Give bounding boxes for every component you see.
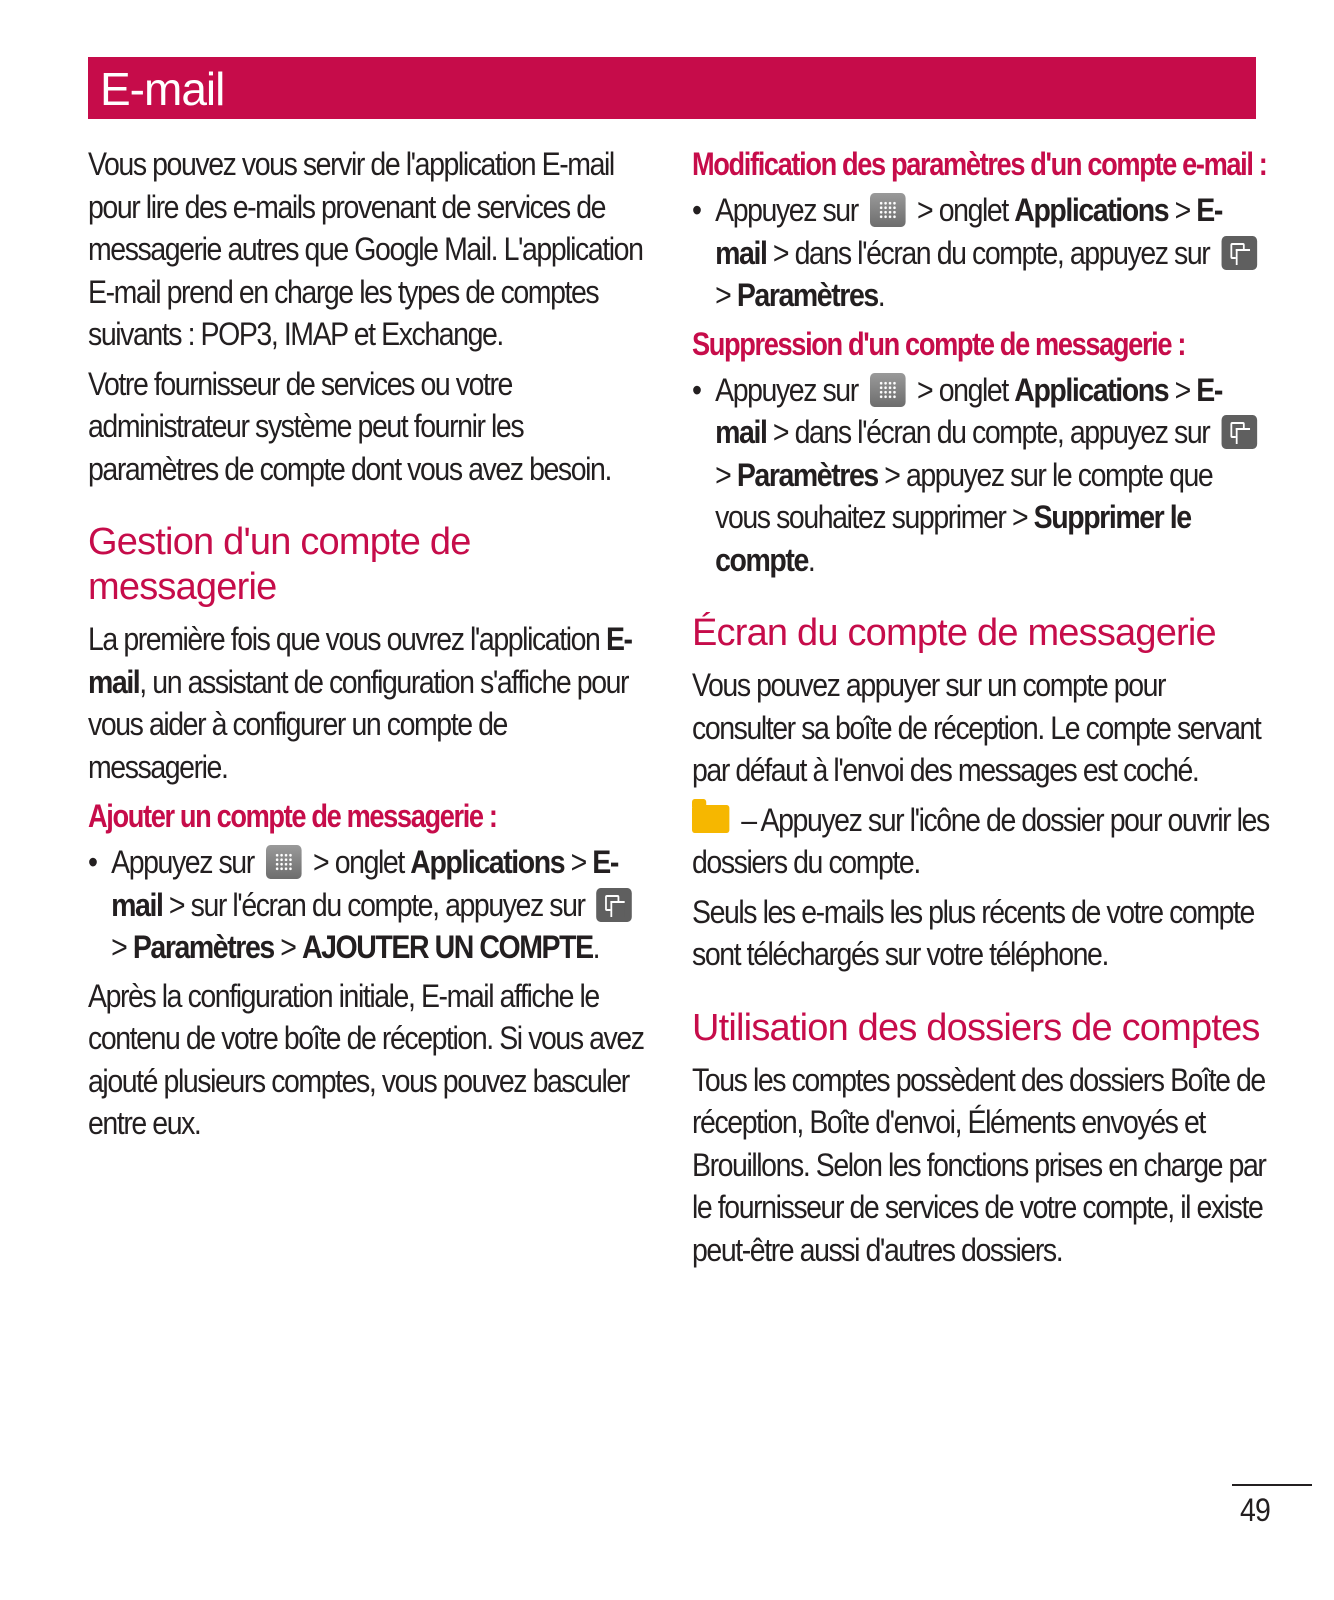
left-column	[88, 143, 648, 1152]
dossiers-paragraph: Tous les comptes possèdent des dossiers Boîte de réception, Boîte d'envoi, Éléments envoyés et Brouillons. Selon les fonctions prises en charge par le fournisseur de services de votre compte, il existe peut-être aussi d'autres dossiers.	[692, 1061, 1266, 1268]
bullet: •	[692, 371, 701, 408]
section-heading-gestion: Gestion d'un compte de messagerie	[88, 521, 471, 608]
bullet: •	[88, 844, 97, 880]
apps-grid-icon	[870, 193, 906, 227]
apps-grid-icon	[266, 845, 302, 879]
ecran-paragraph-3: Seuls les e-mails les plus récents de votre compte sont téléchargés sur votre téléphone.	[692, 893, 1254, 972]
apps-grid-icon	[870, 373, 906, 407]
right-column	[692, 143, 1272, 1278]
ecran-paragraph-2: – Appuyez sur l'icône de dossier pour ouvrir les dossiers du compte.	[692, 801, 1269, 880]
menu-icon	[1221, 236, 1257, 270]
menu-icon	[1221, 415, 1257, 449]
list-item-modification: • Appuyez sur > onglet Applications > E-mail > dans l'écran du compte, appuyez sur > Paramètres.	[692, 189, 1272, 317]
list-item-suppression: • Appuyez sur > onglet Applications > E-mail > dans l'écran du compte, appuyez sur > Paramètres > appuyez sur le compte que vous souhaitez supprimer > Supprimer le compte.	[692, 369, 1272, 582]
ecran-paragraph-1: Vous pouvez appuyer sur un compte pour consulter sa boîte de réception. Le compte servant par défaut à l'envoi des messages est coché.	[692, 667, 1261, 788]
header-banner	[88, 57, 1256, 119]
intro-paragraph-1: Vous pouvez vous servir de l'application E-mail pour lire des e-mails provenant de services de messagerie autres que Google Mail. L'application E-mail prend en charge les types de comptes suivants : POP3, IMAP et Exchange.	[88, 146, 643, 352]
list-item-ajouter: • Appuyez sur > onglet Applications > E-mail > sur l'écran du compte, appuyez sur > Paramètres > AJOUTER UN COMPTE.	[88, 841, 648, 969]
section-heading-dossiers: Utilisation des dossiers de comptes	[692, 1006, 1260, 1049]
bullet: •	[692, 192, 701, 228]
page-number: 49	[1240, 1492, 1270, 1528]
gestion-paragraph: La première fois que vous ouvrez l'application E-mail, un assistant de configuration s'affiche pour vous aider à configurer un compte de messagerie.	[88, 621, 632, 785]
page-title: E-mail	[100, 63, 225, 115]
subheading-modification: Modification des paramètres d'un compte e-mail :	[692, 146, 1267, 182]
folder-icon	[692, 805, 729, 833]
intro-paragraph-2: Votre fournisseur de services ou votre administrateur système peut fournir les paramètres de compte dont vous avez besoin.	[88, 365, 611, 487]
subheading-ajouter: Ajouter un compte de messagerie :	[88, 798, 497, 834]
subheading-suppression: Suppression d'un compte de messagerie :	[692, 325, 1186, 362]
section-heading-ecran: Écran du compte de messagerie	[692, 612, 1216, 654]
apres-paragraph: Après la configuration initiale, E-mail affiche le contenu de votre boîte de réception. Si vous avez ajouté plusieurs comptes, vous pouvez basculer entre eux.	[88, 977, 644, 1141]
menu-icon	[596, 888, 632, 922]
footer-rule	[1232, 1484, 1312, 1486]
